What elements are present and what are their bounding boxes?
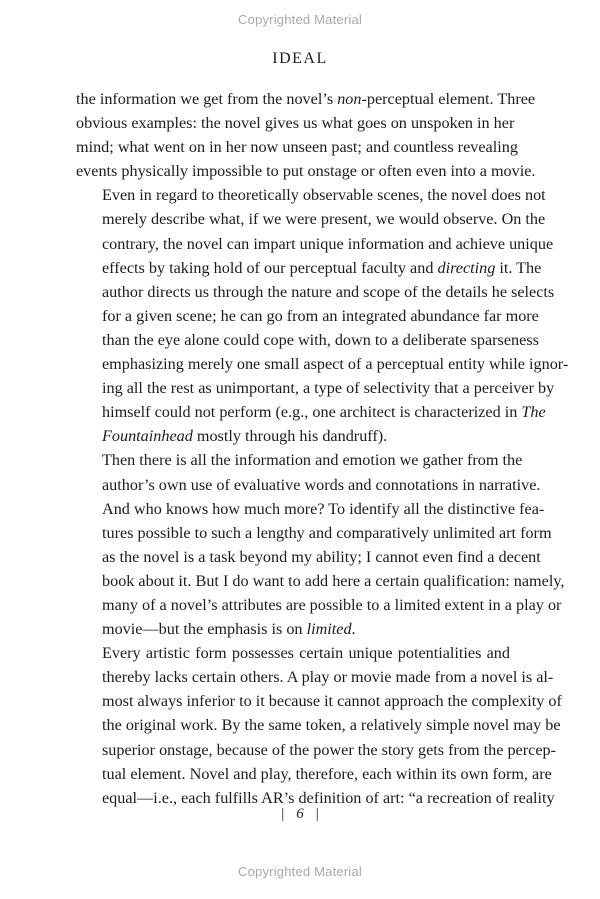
paragraph: [76, 183, 569, 448]
text-run: than the eye alone could cope with, down to a deliberate sparseness: [102, 330, 539, 349]
text-line: [76, 135, 518, 159]
italic-text: The: [521, 403, 546, 422]
text-run: many of a novel’s attributes are possible to a limited extent in a play or: [102, 595, 562, 614]
text-line: [76, 689, 562, 713]
text-run: events physically impossible to put onstage or often even into a movie.: [76, 162, 536, 181]
italic-text: limited: [306, 620, 352, 639]
text-run: effects by taking hold of our perceptual faculty and: [102, 258, 438, 277]
text-run: -perceptual element. Three: [361, 90, 536, 108]
text-line: [76, 762, 552, 786]
text-line: [76, 497, 545, 521]
text-line: [76, 665, 554, 689]
text-line: [76, 304, 539, 328]
text-line: [76, 617, 510, 641]
text-line: [76, 87, 536, 111]
text-run: it. The: [495, 258, 542, 277]
text-run: himself could not perform (e.g., one architect is characterized in: [102, 403, 522, 422]
text-run: as the novel is a task beyond my ability; I cannot even find a decent: [102, 547, 541, 566]
text-line: [76, 424, 510, 448]
text-run: Even in regard to theoretically observable scenes, the novel does not: [102, 186, 546, 205]
body-text: [76, 87, 569, 810]
paragraph: [76, 448, 565, 641]
text-run: Then there is all the information and emotion we gather from the: [102, 451, 523, 470]
italic-text: directing: [437, 258, 496, 277]
text-run: the original work. By the same token, a relatively simple novel may be: [102, 716, 561, 735]
text-line: [76, 593, 562, 617]
text-run: the information we get from the novel’s: [76, 90, 338, 108]
text-line: [76, 183, 546, 207]
text-run: thereby lacks certain others. A play or movie made from a novel is al-: [102, 668, 554, 687]
text-run: obvious examples: the novel gives us what goes on unspoken in her: [76, 114, 515, 133]
text-line: [76, 569, 565, 593]
text-run: book about it. But I do want to add here a certain qualification: namely,: [102, 571, 565, 590]
text-line: [76, 641, 510, 665]
text-line: [76, 376, 555, 400]
text-run: movie—but the emphasis is on: [102, 620, 307, 639]
text-run: author’s own use of evaluative words and connotations in narrative.: [102, 475, 541, 494]
text-run: for a given scene; he can go from an integrated abundance far more: [102, 306, 539, 325]
text-run: emphasizing merely one small aspect of a perceptual entity while ignor-: [102, 355, 569, 374]
text-line: [76, 207, 546, 231]
text-run: superior onstage, because of the power the story gets from the percep-: [102, 740, 556, 759]
text-run: tual element. Novel and play, therefore, each within its own form, are: [102, 764, 552, 783]
text-run: author directs us through the nature and scope of the details he selects: [102, 282, 555, 301]
page-folio: [0, 806, 600, 823]
text-line: [76, 521, 552, 545]
text-run: equal—i.e., each fulfills AR’s definition of art: “a recreation of reality: [102, 788, 555, 807]
text-line: [76, 738, 556, 762]
text-line: [76, 159, 536, 183]
running-head: IDEAL: [272, 50, 328, 67]
text-run: ing all the rest as unimportant, a type of selectivity that a perceiver by: [102, 379, 555, 398]
text-run: And who knows how much more? To identify all the distinctive fea-: [102, 499, 545, 518]
text-line: [76, 713, 561, 737]
paragraph: [76, 641, 562, 810]
text-line: [76, 256, 542, 280]
text-line: [76, 232, 554, 256]
text-line: [76, 111, 515, 135]
text-line: [76, 280, 555, 304]
text-run: .: [351, 620, 356, 639]
text-run: contrary, the novel can impart unique information and achieve unique: [102, 234, 554, 253]
folio-bar-left: |: [281, 806, 285, 822]
text-line: [76, 328, 539, 352]
copyright-watermark-top: Copyrighted Material: [238, 12, 362, 27]
paragraph: [76, 87, 536, 183]
text-run: mostly through his dandruff).: [192, 427, 388, 446]
text-line: [76, 473, 541, 497]
italic-text: non: [337, 90, 362, 108]
text-run: mind; what went on in her now unseen past; and countless revealing: [76, 138, 518, 157]
page-number: 6: [296, 806, 304, 822]
folio-bar-right: |: [315, 806, 319, 822]
text-run: most always inferior to it because it cannot approach the complexity of: [102, 692, 562, 711]
italic-text: Fountainhead: [102, 427, 193, 446]
text-line: [76, 352, 569, 376]
text-line: [76, 400, 546, 424]
text-run: merely describe what, if we were present, we would observe. On the: [102, 210, 546, 229]
text-line: [76, 448, 523, 472]
text-run: tures possible to such a lengthy and comparatively unlimited art form: [102, 523, 552, 542]
text-run: Every artistic form possesses certain unique potentialities and: [102, 644, 510, 663]
copyright-watermark-bottom: Copyrighted Material: [238, 864, 362, 879]
text-line: [76, 545, 541, 569]
